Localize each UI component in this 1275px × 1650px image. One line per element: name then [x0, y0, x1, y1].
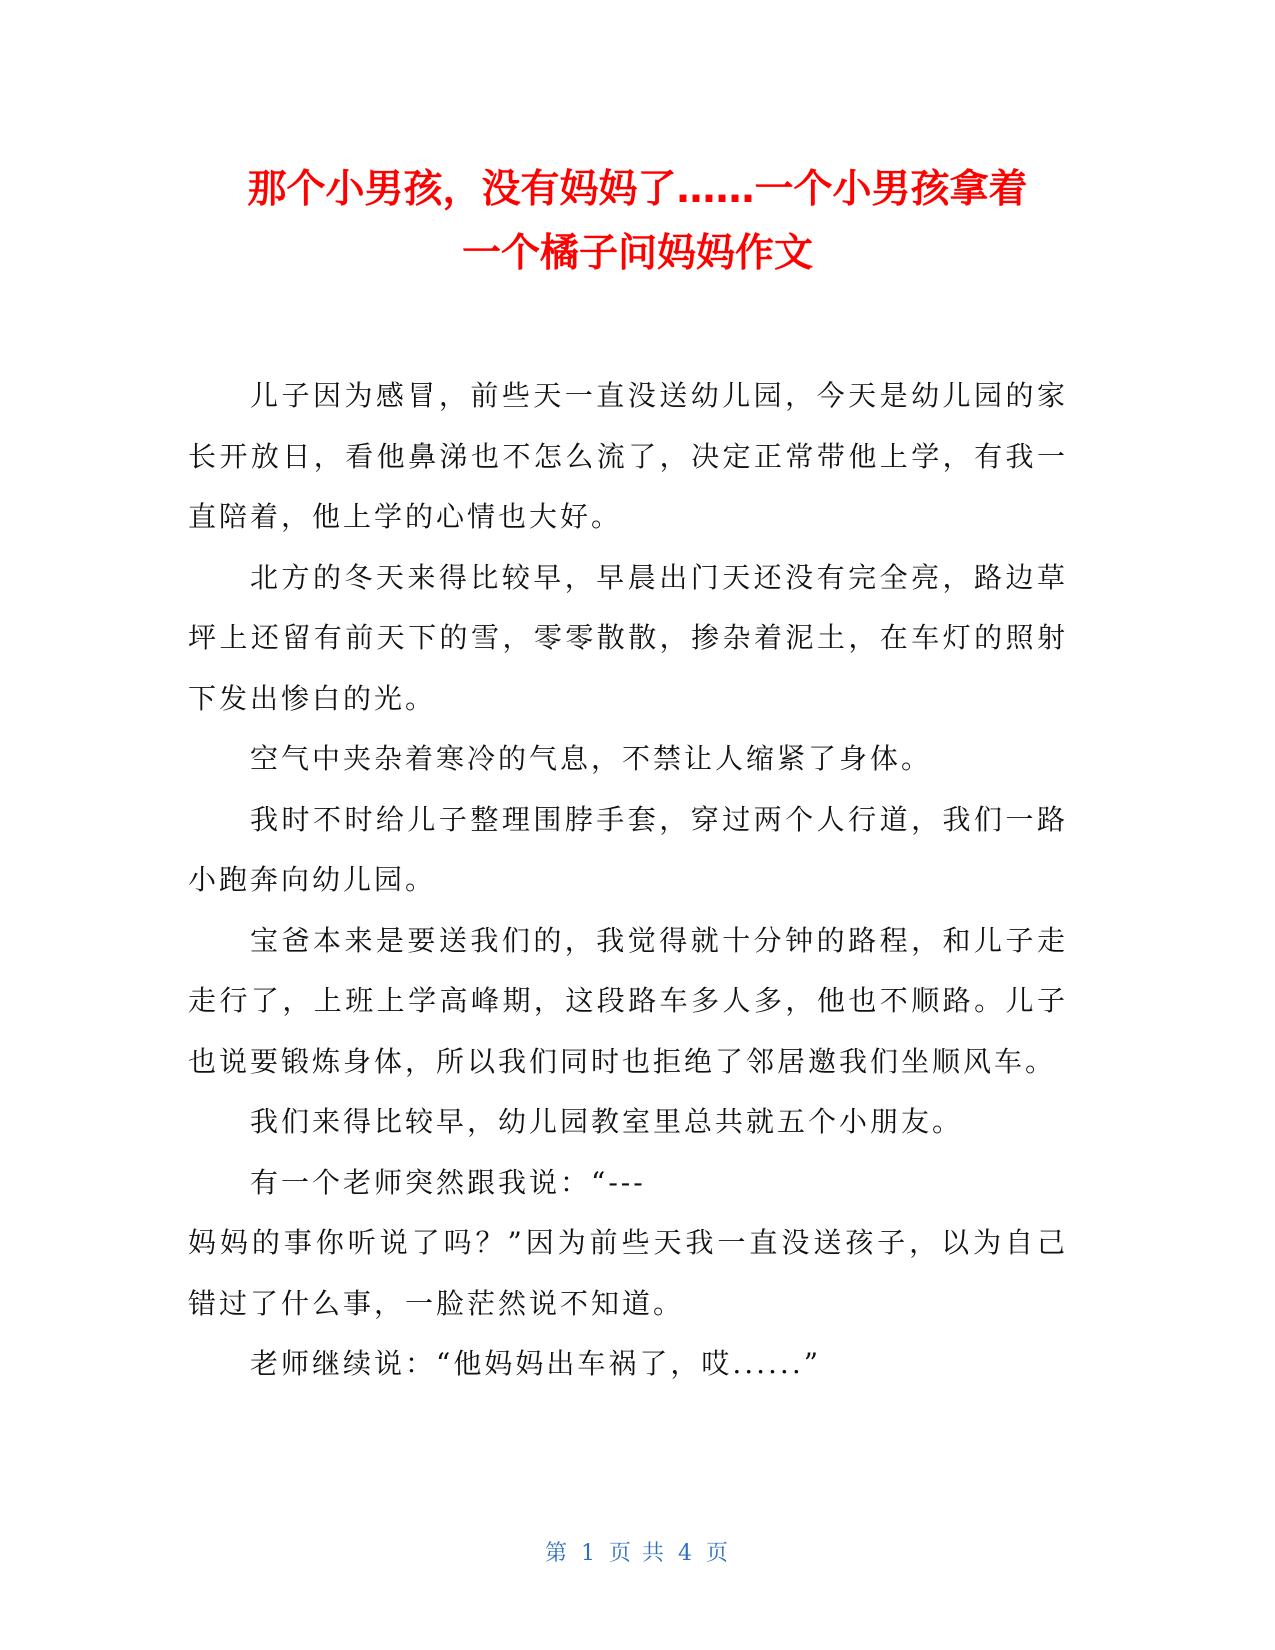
paragraph: 空气中夹杂着寒冷的气息，不禁让人缩紧了身体。	[250, 742, 933, 775]
paragraph: 宝爸本来是要送我们的，我觉得就十分钟的路程，和儿子走走行了，上班上学高峰期，这段路车多人多，他也不顺路。儿子也说要锻炼身体，所以我们同时也拒绝了邻居邀我们坐顺风车。	[188, 923, 1068, 1078]
total-pages-number: 4	[678, 1541, 694, 1566]
paragraph: 我们来得比较早，幼儿园教室里总共就五个小朋友。	[250, 1105, 964, 1138]
footer-prefix: 第	[544, 1541, 569, 1566]
paragraph: 有一个老师突然跟我说：“---	[250, 1165, 646, 1199]
paragraph: 儿子因为感冒，前些天一直没送幼儿园，今天是幼儿园的家长开放日，看他鼻涕也不怎么流了，决定正常带他上学，有我一直陪着，他上学的心情也大好。	[188, 379, 1068, 533]
title-line-1: 那个小男孩，没有妈妈了……一个小男孩拿着	[247, 167, 1028, 212]
page-footer	[0, 1536, 1275, 1567]
document-title	[150, 158, 1125, 286]
current-page-number: 1	[581, 1541, 597, 1566]
document-body	[188, 366, 1068, 1395]
paragraph: 老师继续说：“他妈妈出车祸了，哎......”	[250, 1347, 822, 1380]
title-line-2: 一个橘子问妈妈作文	[461, 231, 813, 276]
paragraph: 妈妈的事你听说了吗？”因为前些天我一直没送孩子，以为自己错过了什么事，一脸茫然说不知道。	[188, 1226, 1068, 1320]
paragraph: 我时不时给儿子整理围脖手套，穿过两个人行道，我们一路小跑奔向幼儿园。	[188, 802, 1068, 896]
footer-suffix: 页	[706, 1541, 731, 1566]
footer-middle: 页 共	[609, 1541, 666, 1566]
paragraph: 北方的冬天来得比较早，早晨出门天还没有完全亮，路边草坪上还留有前天下的雪，零零散散，掺杂着泥土，在车灯的照射下发出惨白的光。	[188, 560, 1068, 715]
